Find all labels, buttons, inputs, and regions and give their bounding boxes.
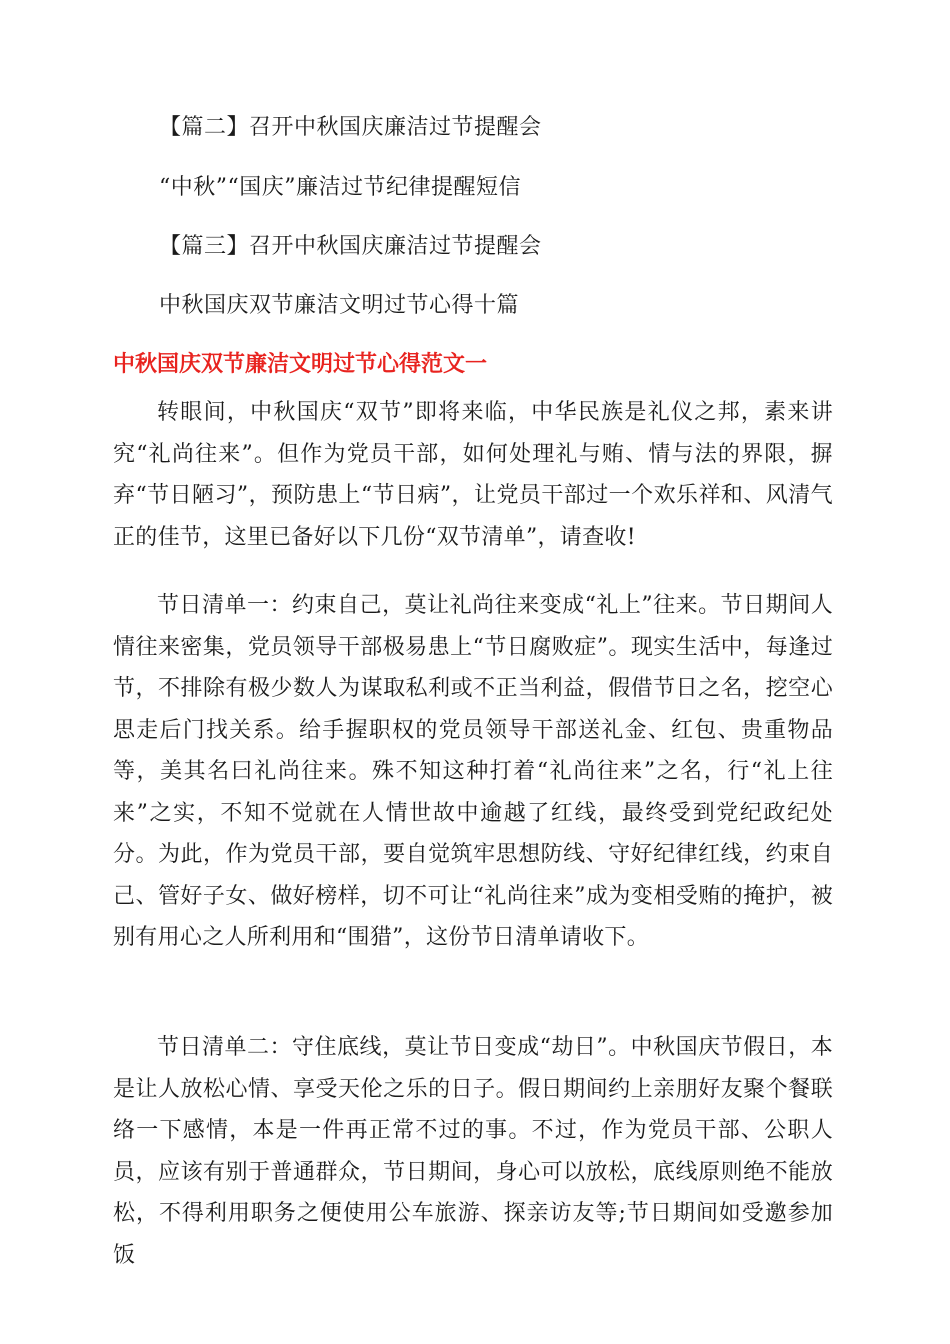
paragraph-1: 转眼间，中秋国庆“双节”即将来临，中华民族是礼仪之邦，素来讲究“礼尚往来”。但作为党员干部，如何处理礼与贿、情与法的界限，摒弃“节日陋习”，预防患上“节日病”，让党员干部过一个欢乐祥和、风清气正的佳节，这里已备好以下几份“双节清单”，请查收! (113, 400, 833, 550)
toc-item-2: “中秋”“国庆”廉洁过节纪律提醒短信 (159, 175, 521, 200)
toc-item-1: 【篇二】召开中秋国庆廉洁过节提醒会 (159, 115, 542, 140)
paragraph-3: 节日清单二：守住底线，莫让节日变成“劫日”。中秋国庆节假日，本是让人放松心情、享受天伦之乐的日子。假日期间约上亲朋好友聚个餐联络一下感情，本是一件再正常不过的事。不过，作为党员干部、公职人员，应该有别于普通群众，节日期间，身心可以放松，底线原则绝不能放松，不得利用职务之便使用公车旅游、探亲访友等;节日期间如受邀参加饭 (113, 1035, 833, 1268)
paragraph-2: 节日清单一：约束自己，莫让礼尚往来变成“礼上”往来。节日期间人情往来密集，党员领导干部极易患上“节日腐败症”。现实生活中，每逢过节，不排除有极少数人为谋取私利或不正当利益，假借节日之名，挖空心思走后门找关系。给手握职权的党员领导干部送礼金、红包、贵重物品等，美其名曰礼尚往来。殊不知这种打着“礼尚往来”之名，行“礼上往来”之实，不知不觉就在人情世故中逾越了红线，最终受到党纪政纪处分。为此，作为党员干部，要自觉筑牢思想防线、守好纪律红线，约束自己、管好子女、做好榜样，切不可让“礼尚往来”成为变相受贿的掩护，被别有用心之人所利用和“围猎”，这份节日清单请收下。 (113, 593, 833, 950)
toc-item-4: 中秋国庆双节廉洁文明过节心得十篇 (159, 293, 520, 318)
section-heading: 中秋国庆双节廉洁文明过节心得范文一 (113, 352, 488, 377)
toc-item-3: 【篇三】召开中秋国庆廉洁过节提醒会 (159, 234, 542, 259)
